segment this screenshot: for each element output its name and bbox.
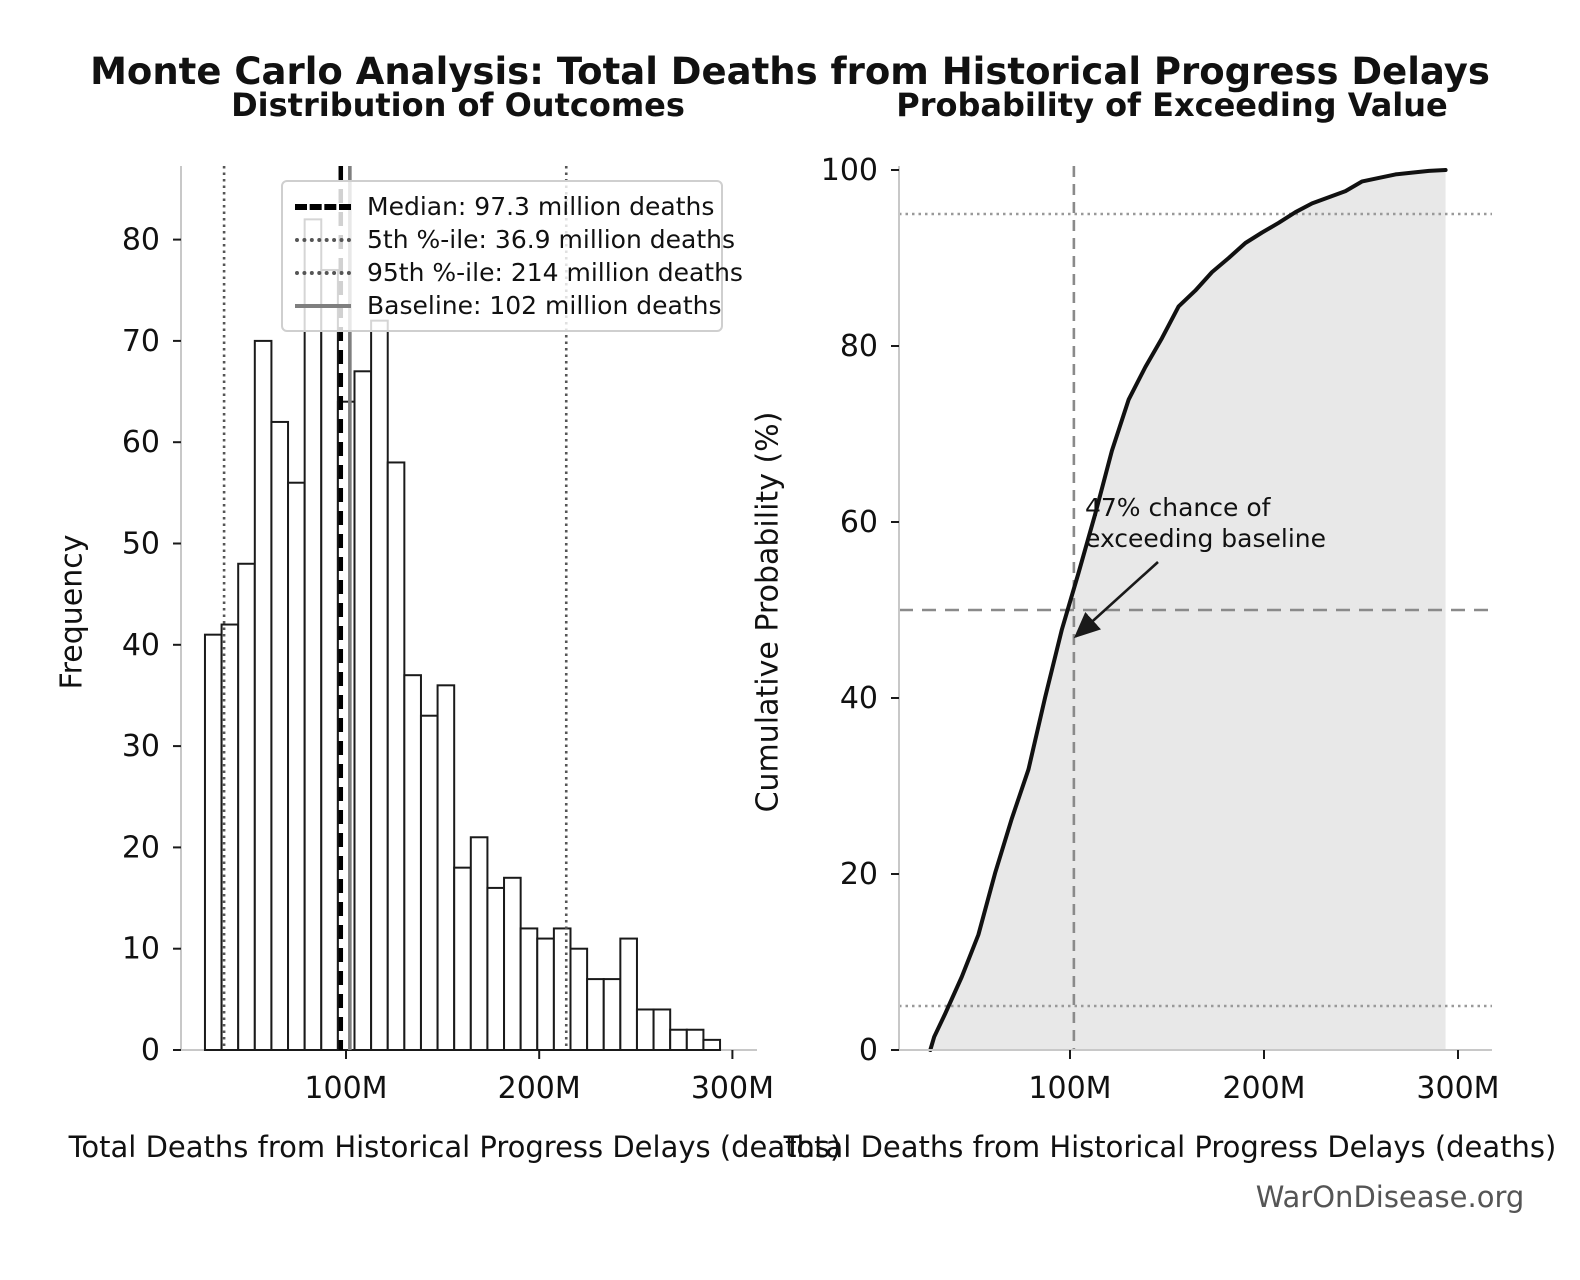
right-subplot-title: Probability of Exceeding Value (896, 86, 1448, 124)
legend-item-5th-percentile (295, 225, 735, 254)
percentile-line-sample (295, 271, 351, 275)
histogram-bar (238, 564, 255, 1050)
left-x-axis-label: Total Deaths from Historical Progress Delays (deaths) (68, 1130, 842, 1164)
histogram-bar (703, 1040, 720, 1050)
y-tick-label: 20 (839, 857, 878, 892)
percentile-line-sample (295, 238, 351, 242)
left-subplot-title: Distribution of Outcomes (231, 86, 685, 124)
histogram-bar (687, 1030, 704, 1050)
x-tick-label: 200M (1222, 1071, 1306, 1106)
x-tick-label: 300M (690, 1071, 774, 1106)
cdf-annotation-line1: 47% chance of (1085, 493, 1271, 522)
histogram-bar (570, 949, 587, 1050)
histogram-bar (454, 868, 471, 1050)
y-tick-label: 40 (121, 627, 160, 663)
histogram-bar (654, 1009, 671, 1050)
histogram-bar (504, 878, 521, 1050)
legend-item-95th-percentile (295, 258, 743, 287)
y-tick-label: 50 (121, 526, 160, 562)
watermark: WarOnDisease.org (1255, 1180, 1525, 1214)
y-tick-label: 60 (121, 425, 160, 461)
legend-item-median (295, 192, 715, 221)
histogram-bar (305, 219, 322, 1050)
histogram-bar (271, 422, 288, 1050)
figure-title: Monte Carlo Analysis: Total Deaths from Historical Progress Delays (90, 50, 1490, 93)
y-tick-label: 80 (839, 329, 878, 364)
left-y-axis-label: Frequency (54, 534, 90, 690)
baseline-line-sample (295, 304, 351, 308)
y-tick-label: 80 (121, 222, 160, 258)
histogram-bar (355, 371, 372, 1050)
histogram-bar (438, 685, 455, 1050)
right-y-axis-label: Cumulative Probability (%) (750, 411, 786, 813)
y-tick-label: 60 (839, 505, 878, 540)
x-tick-label: 200M (497, 1071, 581, 1106)
histogram-bar (205, 635, 222, 1050)
legend-label: Baseline: 102 million deaths (367, 291, 722, 320)
histogram-bar (637, 1009, 654, 1050)
x-tick-label: 100M (304, 1071, 388, 1106)
legend-label: 95th %-ile: 214 million deaths (367, 258, 743, 287)
y-tick-label: 0 (858, 1033, 878, 1068)
histogram-bar (604, 979, 621, 1050)
median-line-sample (295, 204, 351, 210)
histogram-bar (487, 888, 504, 1050)
y-tick-label: 70 (121, 323, 160, 359)
histogram-bar (471, 837, 488, 1050)
histogram-bar (587, 979, 604, 1050)
legend-item-baseline (295, 291, 722, 320)
legend-label: 5th %-ile: 36.9 million deaths (367, 225, 735, 254)
y-tick-label: 40 (839, 681, 878, 716)
histogram-bar (288, 483, 305, 1050)
legend (281, 180, 743, 332)
histogram-bar (537, 939, 554, 1050)
histogram-bar (388, 462, 405, 1050)
histogram-bar (670, 1030, 687, 1050)
x-tick-label: 300M (1416, 1071, 1500, 1106)
cdf-annotation (1085, 492, 1326, 554)
histogram-bar (321, 270, 338, 1050)
cdf-annotation-line2: exceeding baseline (1085, 524, 1326, 553)
y-tick-label: 100 (820, 153, 878, 188)
right-x-axis-label: Total Deaths from Historical Progress Delays (deaths) (783, 1130, 1557, 1164)
y-tick-label: 10 (121, 931, 160, 967)
histogram-bar (371, 321, 388, 1050)
y-tick-label: 20 (121, 830, 160, 866)
legend-label: Median: 97.3 million deaths (367, 192, 715, 221)
histogram-bar (521, 928, 538, 1050)
histogram-bar (421, 716, 438, 1050)
x-tick-label: 100M (1028, 1071, 1112, 1106)
y-tick-label: 0 (140, 1033, 160, 1068)
histogram-bar (620, 939, 637, 1050)
y-tick-label: 30 (121, 729, 160, 765)
histogram-bar (255, 341, 272, 1050)
cdf-plot (821, 153, 1500, 1106)
histogram-bar (554, 928, 571, 1050)
histogram-bar (404, 675, 421, 1050)
